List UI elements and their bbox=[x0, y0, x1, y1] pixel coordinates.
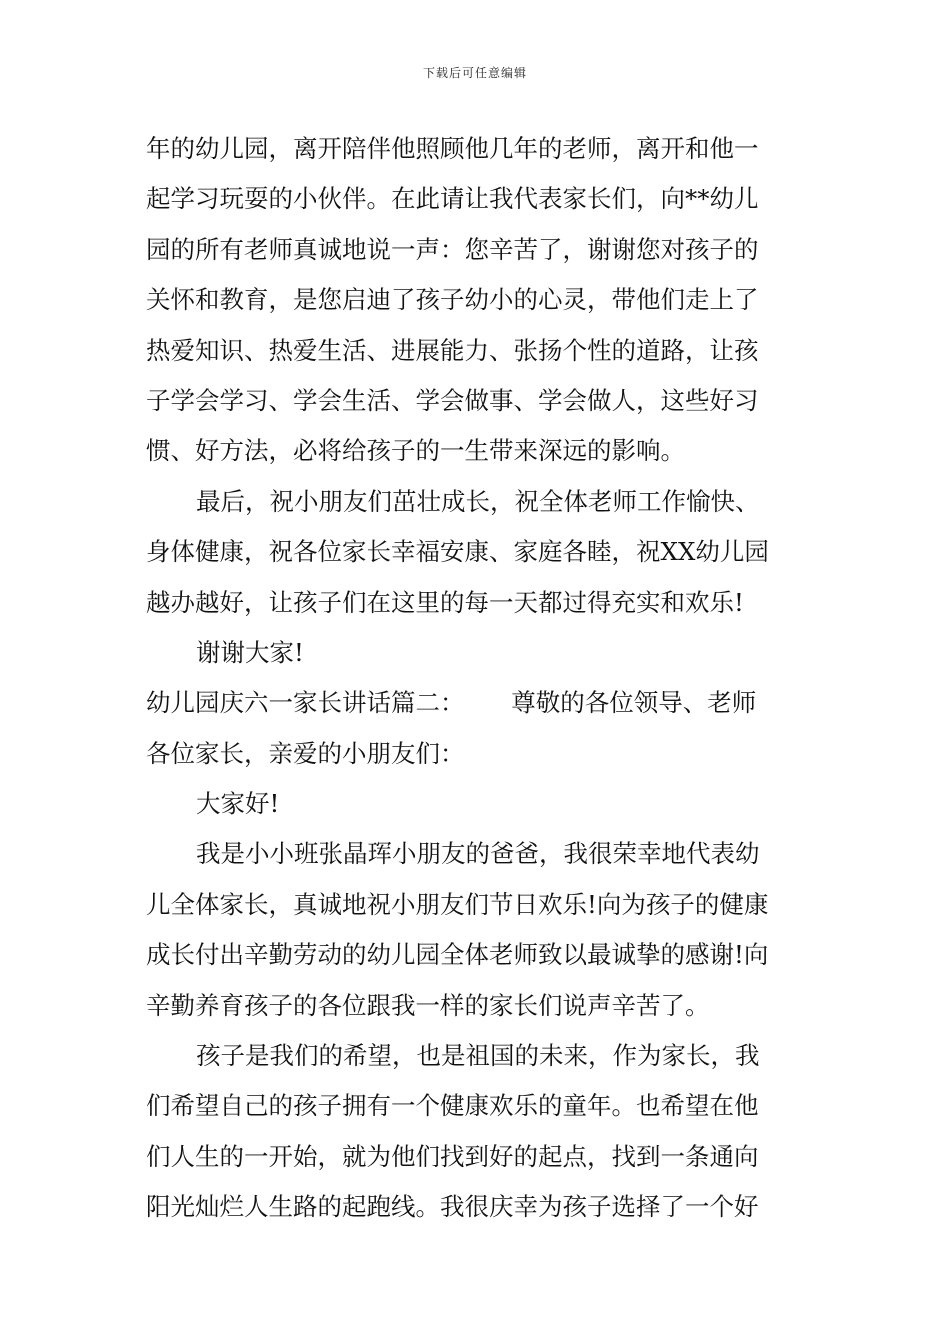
text-line: 子学会学习、学会生活、学会做事、学会做人，这些好习 bbox=[146, 385, 759, 415]
text-line: 辛勤养育孩子的各位跟我一样的家长们说声辛苦了。 bbox=[146, 990, 710, 1020]
paragraph-start-line: 我是小小班张晶珲小朋友的爸爸，我很荣幸地代表幼 bbox=[196, 839, 760, 869]
paragraph-start-line: 孩子是我们的希望，也是祖国的未来，作为家长，我 bbox=[196, 1041, 760, 1071]
text-line: 热爱知识、热爱生活、进展能力、张扬个性的道路，让孩 bbox=[146, 335, 759, 365]
text-line: 年的幼儿园，离开陪伴他照顾他几年的老师，离开和他一 bbox=[146, 134, 759, 163]
text-line: 们人生的一开始，就为他们找到好的起点，找到一条通向 bbox=[146, 1141, 759, 1171]
text-line: 们希望自己的孩子拥有一个健康欢乐的童年。也希望在他 bbox=[146, 1091, 759, 1121]
text-line: 各位家长，亲爱的小朋友们： bbox=[146, 738, 465, 768]
paragraph-start-line: 最后，祝小朋友们茁壮成长，祝全体老师工作愉快、 bbox=[196, 486, 760, 516]
paragraph-start-line: 大家好! bbox=[196, 789, 280, 819]
text-line: 越办越好，让孩子们在这里的每一天都过得充实和欢乐! bbox=[146, 587, 744, 617]
paragraph-start-line: 谢谢大家! bbox=[196, 637, 304, 667]
text-line: 园的所有老师真诚地说一声：您辛苦了，谢谢您对孩子的 bbox=[146, 234, 759, 264]
text-line: 起学习玩耍的小伙伴。在此请让我代表家长们，向**幼儿 bbox=[146, 184, 759, 214]
page-header: 下载后可任意编辑 bbox=[422, 66, 527, 80]
text-line: 身体健康，祝各位家长幸福安康、家庭各睦，祝XX幼儿园 bbox=[146, 537, 769, 567]
document-body bbox=[146, 124, 806, 1233]
text-line: 儿全体家长，真诚地祝小朋友们节日欢乐!向为孩子的健康 bbox=[146, 889, 769, 919]
text-line: 关怀和教育，是您启迪了孩子幼小的心灵，带他们走上了 bbox=[146, 285, 759, 315]
text-line: 成长付出辛勤劳动的幼儿园全体老师致以最诚挚的感谢!向 bbox=[146, 940, 769, 970]
text-line: 惯、好方法，必将给孩子的一生带来深远的影响。 bbox=[146, 436, 685, 466]
text-line: 阳光灿烂人生路的起跑线。我很庆幸为孩子选择了一个好 bbox=[146, 1192, 759, 1222]
section-title-line: 幼儿园庆六一家长讲话篇二： 尊敬的各位领导、老师 bbox=[146, 688, 757, 718]
